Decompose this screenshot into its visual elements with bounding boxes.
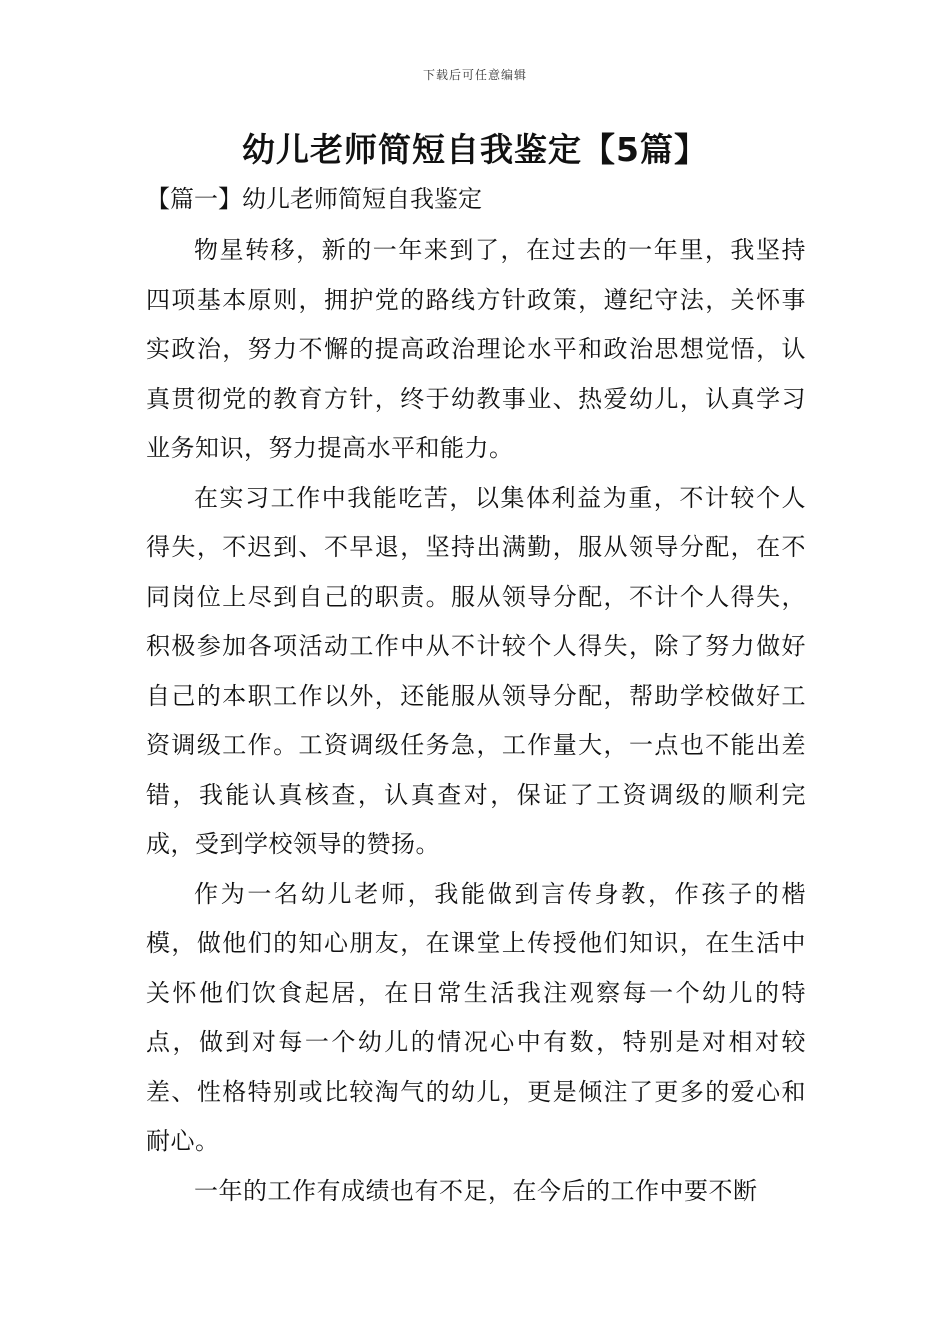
paragraph-2: 在实习工作中我能吃苦，以集体利益为重，不计较个人得失，不迟到、不早退，坚持出满勤，服从领导分配，在不同岗位上尽到自己的职责。服从领导分配，不计个人得失，积极参加各项活动工作中从不计较个人得失，除了努力做好自己的本职工作以外，还能服从领导分配，帮助学校做好工资调级工作。工资调级任务急，工作量大，一点也不能出差错，我能认真核查，认真查对，保证了工资调级的顺利完成，受到学校领导的赞扬。 xyxy=(146,483,806,858)
page-title: 幼儿老师简短自我鉴定【5篇】 xyxy=(242,130,708,169)
document-body xyxy=(146,226,806,1216)
paragraph-1: 物星转移，新的一年来到了，在过去的一年里，我坚持四项基本原则，拥护党的路线方针政策，遵纪守法，关怀事实政治，努力不懈的提高政治理论水平和政治思想觉悟，认真贯彻党的教育方针，终于幼教事业、热爱幼儿，认真学习业务知识，努力提高水平和能力。 xyxy=(146,236,806,462)
paragraph-4: 一年的工作有成绩也有不足，在今后的工作中要不断 xyxy=(194,1176,758,1205)
paragraph-3: 作为一名幼儿老师，我能做到言传身教，作孩子的楷模，做他们的知心朋友，在课堂上传授他们知识，在生活中关怀他们饮食起居，在日常生活我注观察每一个幼儿的特点，做到对每一个幼儿的情况心中有数，特别是对相对较差、性格特别或比较淘气的幼儿，更是倾注了更多的爱心和耐心。 xyxy=(146,879,806,1155)
section-heading: 【篇一】幼儿老师简短自我鉴定 xyxy=(146,185,482,213)
header-note: 下载后可任意编辑 xyxy=(422,68,527,82)
